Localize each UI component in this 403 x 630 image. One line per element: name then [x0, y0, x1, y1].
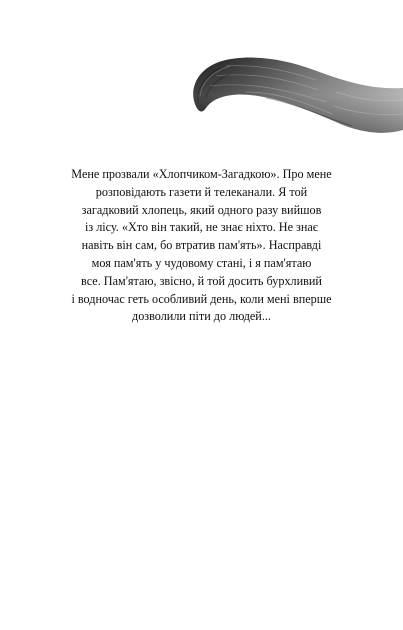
text-line-1: Мене прозвали «Хлопчиком-Загадкою». Про мене	[71, 167, 332, 181]
text-line-4: із лісу. «Хто він такий, не знає ніхто. Не знає	[84, 220, 319, 235]
animal-tail-illustration	[186, 52, 403, 144]
text-line-8: і водночас геть особливий день, коли мені вперше	[71, 291, 332, 306]
tail-highlight	[193, 58, 403, 133]
text-line-2: розповідають газети й телеканали. Я той	[95, 184, 308, 199]
text-line-6: моя пам'ять у чудовому стані, і я пам'ятаю	[91, 255, 312, 270]
text-line-9: дозволили піти до людей...	[132, 309, 271, 324]
story-paragraph	[40, 166, 363, 326]
text-line-5: навіть він сам, бо втратив пам'ять». Насправді	[81, 238, 322, 253]
text-line-7: все. Пам'ятаю, звісно, й той досить бурхливий	[81, 273, 322, 288]
text-line-3: загадковий хлопець, який одного разу вийшов	[81, 202, 322, 217]
